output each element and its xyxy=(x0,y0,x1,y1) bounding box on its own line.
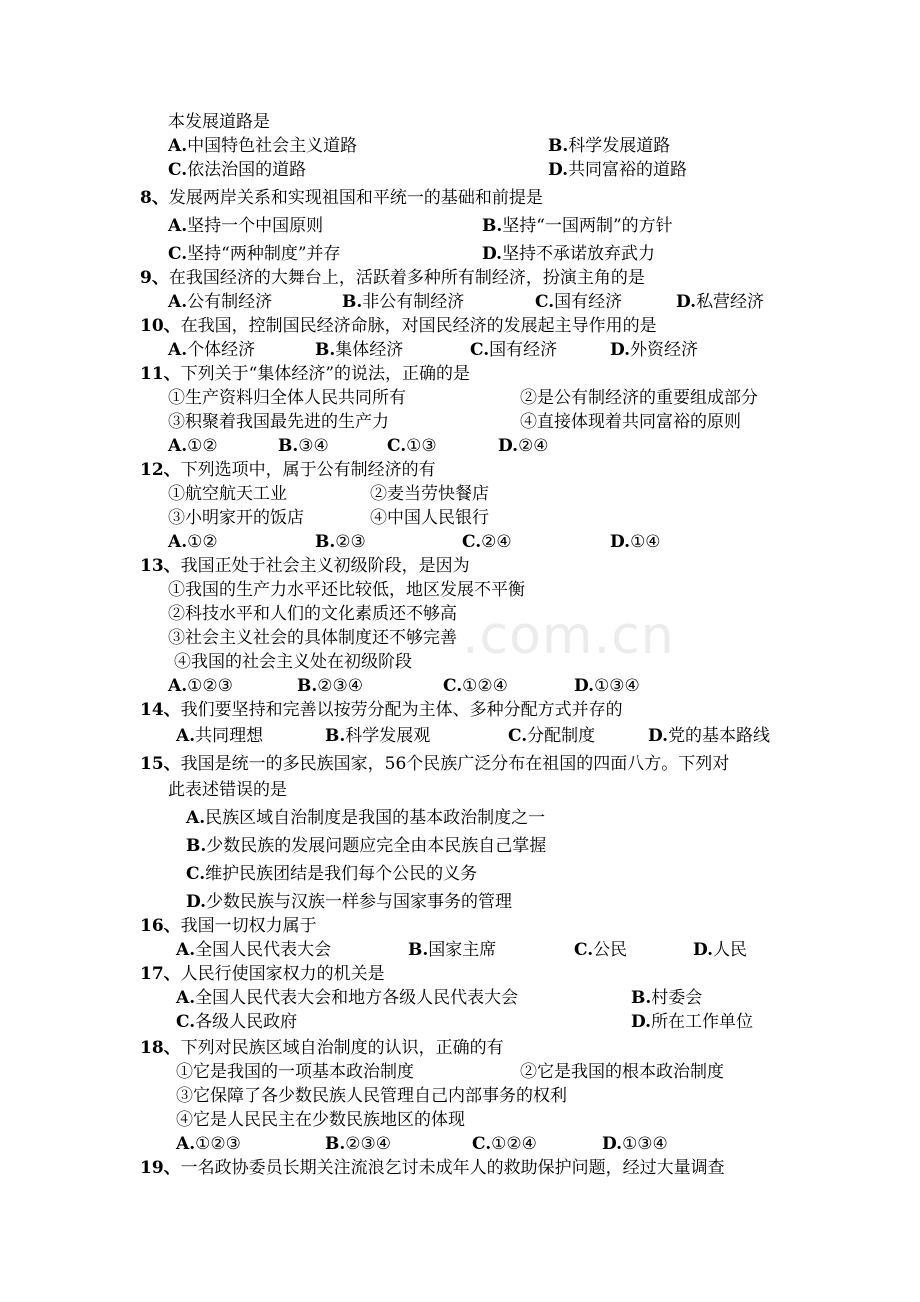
question-number: 13、 xyxy=(140,556,181,576)
option-text: 国有经济 xyxy=(554,292,623,312)
question-number: 11、 xyxy=(140,364,181,384)
text-line xyxy=(140,362,470,386)
option-label: B. xyxy=(186,836,207,856)
text-line xyxy=(648,724,770,748)
option-label: A. xyxy=(168,676,188,696)
option-text: ①③ xyxy=(406,436,437,456)
text-line xyxy=(610,338,698,362)
question-text: 在我国经济的大舞台上，活跃着多种所有制经济，扮演主角的是 xyxy=(168,268,645,288)
option-text: 非公有制经济 xyxy=(362,292,465,312)
option-text: ②③④ xyxy=(345,1134,392,1154)
text-line: ③社会主义社会的具体制度还不够完善 xyxy=(168,628,457,648)
option-label: A. xyxy=(168,292,188,312)
text-line xyxy=(482,242,655,266)
option-label: D. xyxy=(610,532,631,552)
text-line: ②麦当劳快餐店 xyxy=(370,484,489,504)
text-line xyxy=(176,724,263,748)
option-label: C. xyxy=(387,436,407,456)
option-label: C. xyxy=(168,244,188,264)
option-text: ①②④ xyxy=(491,1134,537,1154)
option-label: C. xyxy=(472,1134,492,1154)
text-line xyxy=(297,674,363,698)
option-text: ①② xyxy=(187,436,218,456)
text-line: ②是公有制经济的重要组成部分 xyxy=(520,388,758,408)
text-line xyxy=(140,698,623,722)
text-line xyxy=(140,186,543,210)
text-line xyxy=(140,1156,725,1180)
text-line: ④它是人民民主在少数民族地区的体现 xyxy=(176,1110,465,1130)
option-label: D. xyxy=(498,436,519,456)
option-label: C. xyxy=(535,292,555,312)
text-line xyxy=(610,530,661,554)
option-label: D. xyxy=(574,676,595,696)
question-number: 16、 xyxy=(140,916,181,936)
text-line xyxy=(342,290,464,314)
option-label: D. xyxy=(186,892,207,912)
option-text: 所在工作单位 xyxy=(651,1012,754,1032)
option-text: 共同理想 xyxy=(195,726,264,746)
option-text: ①②④ xyxy=(462,676,508,696)
text-line xyxy=(602,1132,668,1156)
text-line xyxy=(631,1010,753,1034)
option-text: ①④ xyxy=(630,532,661,552)
text-line xyxy=(462,530,512,554)
option-text: ②④ xyxy=(481,532,512,552)
text-line xyxy=(140,314,657,338)
option-label: D. xyxy=(631,1012,652,1032)
option-label: A. xyxy=(168,436,188,456)
option-text: ①③④ xyxy=(594,676,640,696)
text-line xyxy=(315,338,403,362)
text-line xyxy=(176,1010,297,1034)
text-line xyxy=(574,674,640,698)
question-text: 人民行使国家权力的机关是 xyxy=(180,964,385,984)
text-line xyxy=(186,834,546,858)
watermark: .com.cn xyxy=(462,606,675,666)
option-label: A. xyxy=(176,940,196,960)
option-text: 全国人民代表大会 xyxy=(195,940,332,960)
text-line: 此表述错误的是 xyxy=(168,780,287,800)
option-label: C. xyxy=(443,676,463,696)
text-line: ①航空航天工业 xyxy=(168,484,287,504)
text-line xyxy=(140,914,317,938)
option-text: 分配制度 xyxy=(527,726,596,746)
option-label: A. xyxy=(186,808,206,828)
option-label: A. xyxy=(176,988,196,1008)
option-text: 坚持“一国两制”的方针 xyxy=(502,216,673,236)
option-label: D. xyxy=(648,726,669,746)
text-line xyxy=(508,724,595,748)
option-label: B. xyxy=(325,726,346,746)
text-line xyxy=(168,134,357,158)
question-text: 在我国，控制国民经济命脉，对国民经济的发展起主导作用的是 xyxy=(180,316,657,336)
question-text: 发展两岸关系和实现祖国和平统一的基础和前提是 xyxy=(168,188,543,208)
text-line: ③小明家开的饭店 xyxy=(168,508,304,528)
option-label: C. xyxy=(508,726,528,746)
option-text: 各级人民政府 xyxy=(195,1012,298,1032)
option-text: ①② xyxy=(187,532,218,552)
option-text: 集体经济 xyxy=(335,340,404,360)
text-line xyxy=(693,938,747,962)
text-line xyxy=(176,938,331,962)
text-line xyxy=(176,986,518,1010)
text-line xyxy=(168,290,272,314)
option-text: 党的基本路线 xyxy=(668,726,771,746)
text-line xyxy=(140,1036,504,1060)
option-label: C. xyxy=(462,532,482,552)
option-text: ①②③ xyxy=(187,676,233,696)
text-line xyxy=(443,674,508,698)
text-line xyxy=(186,862,477,886)
question-number: 9、 xyxy=(140,268,169,288)
text-line xyxy=(278,434,329,458)
question-number: 19、 xyxy=(140,1158,181,1178)
option-label: C. xyxy=(176,1012,196,1032)
text-line: ②科技水平和人们的文化素质还不够高 xyxy=(168,604,457,624)
question-text: 我国一切权力属于 xyxy=(180,916,317,936)
option-text: 共同富裕的道路 xyxy=(568,160,688,180)
question-text: 下列关于“集体经济”的说法，正确的是 xyxy=(180,364,471,384)
question-text: 下列选项中，属于公有制经济的有 xyxy=(180,460,436,480)
option-text: 外资经济 xyxy=(630,340,699,360)
text-line xyxy=(168,434,218,458)
text-line xyxy=(548,158,687,182)
option-text: ①③④ xyxy=(622,1134,668,1154)
option-text: 公民 xyxy=(593,940,628,960)
option-text: 依法治国的道路 xyxy=(187,160,307,180)
option-label: A. xyxy=(168,216,188,236)
option-label: B. xyxy=(315,340,336,360)
text-line: ①我国的生产力水平还比较低，地区发展不平衡 xyxy=(168,580,525,600)
option-text: 人民 xyxy=(713,940,748,960)
question-number: 12、 xyxy=(140,460,181,480)
question-number: 18、 xyxy=(140,1038,181,1058)
text-line xyxy=(168,242,341,266)
text-line xyxy=(325,724,430,748)
text-line xyxy=(472,1132,537,1156)
option-label: B. xyxy=(342,292,363,312)
text-line xyxy=(140,554,470,578)
option-text: 民族区域自治制度是我国的基本政治制度之一 xyxy=(205,808,546,828)
text-line xyxy=(408,938,496,962)
text-line xyxy=(631,986,702,1010)
option-text: 私营经济 xyxy=(696,292,765,312)
option-label: A. xyxy=(168,136,188,156)
option-text: 坚持“两种制度”并存 xyxy=(187,244,341,264)
option-label: B. xyxy=(408,940,429,960)
text-line xyxy=(140,962,385,986)
text-line xyxy=(186,806,545,830)
option-label: B. xyxy=(325,1134,346,1154)
text-line xyxy=(482,214,673,238)
option-label: C. xyxy=(574,940,594,960)
text-line xyxy=(498,434,549,458)
option-text: 村委会 xyxy=(651,988,703,1008)
option-label: D. xyxy=(676,292,697,312)
option-label: C. xyxy=(186,864,206,884)
text-line xyxy=(168,674,233,698)
option-text: 坚持不承诺放弃武力 xyxy=(502,244,656,264)
option-text: 少数民族的发展问题应完全由本民族自己掌握 xyxy=(206,836,547,856)
option-text: 国家主席 xyxy=(428,940,497,960)
option-text: 科学发展道路 xyxy=(568,136,671,156)
option-text: 科学发展观 xyxy=(345,726,431,746)
question-text: 我国正处于社会主义初级阶段，是因为 xyxy=(180,556,470,576)
option-label: A. xyxy=(168,340,188,360)
question-number: 8、 xyxy=(140,188,169,208)
text-line: ②它是我国的根本政治制度 xyxy=(520,1062,724,1082)
question-number: 17、 xyxy=(140,964,181,984)
option-label: A. xyxy=(176,726,196,746)
option-label: B. xyxy=(315,532,336,552)
option-label: D. xyxy=(602,1134,623,1154)
question-number: 10、 xyxy=(140,316,181,336)
question-text: 我国是统一的多民族国家，56个民族广泛分布在祖国的四面八方。下列对 xyxy=(180,754,730,774)
text-line: 本发展道路是 xyxy=(168,112,270,132)
text-line: ③它保障了各少数民族人民管理自己内部事务的权利 xyxy=(176,1086,567,1106)
text-line xyxy=(168,530,218,554)
option-label: A. xyxy=(176,1134,196,1154)
option-text: 个体经济 xyxy=(187,340,256,360)
option-text: ②④ xyxy=(518,436,549,456)
option-text: 国有经济 xyxy=(489,340,558,360)
option-text: ②③ xyxy=(335,532,366,552)
text-line: ③积聚着我国最先进的生产力 xyxy=(168,412,389,432)
option-label: B. xyxy=(297,676,318,696)
option-label: D. xyxy=(548,160,569,180)
option-text: 维护民族团结是我们每个公民的义务 xyxy=(205,864,478,884)
text-line xyxy=(186,890,512,914)
option-text: 全国人民代表大会和地方各级人民代表大会 xyxy=(195,988,519,1008)
option-text: ③④ xyxy=(298,436,329,456)
option-text: ①②③ xyxy=(195,1134,241,1154)
text-line xyxy=(168,338,255,362)
option-label: B. xyxy=(278,436,299,456)
option-text: 公有制经济 xyxy=(187,292,273,312)
text-line xyxy=(168,158,306,182)
question-text: 我们要坚持和完善以按劳分配为主体、多种分配方式并存的 xyxy=(180,700,623,720)
text-line xyxy=(315,530,366,554)
option-text: 坚持一个中国原则 xyxy=(187,216,324,236)
option-label: D. xyxy=(693,940,714,960)
text-line: ④我国的社会主义处在初级阶段 xyxy=(174,652,412,672)
text-line: ④直接体现着共同富裕的原则 xyxy=(520,412,741,432)
text-line xyxy=(176,1132,241,1156)
text-line xyxy=(574,938,627,962)
option-text: ②③④ xyxy=(317,676,364,696)
question-text: 下列对民族区域自治制度的认识，正确的有 xyxy=(180,1038,504,1058)
option-text: 少数民族与汉族一样参与国家事务的管理 xyxy=(206,892,513,912)
text-line xyxy=(140,266,645,290)
text-line xyxy=(168,214,323,238)
option-text: 中国特色社会主义道路 xyxy=(187,136,358,156)
text-line xyxy=(470,338,557,362)
question-number: 15、 xyxy=(140,754,181,774)
option-label: C. xyxy=(470,340,490,360)
option-label: B. xyxy=(631,988,652,1008)
question-text: 一名政协委员长期关注流浪乞讨未成年人的救助保护问题，经过大量调查 xyxy=(180,1158,725,1178)
text-line xyxy=(548,134,670,158)
text-line xyxy=(676,290,764,314)
text-line xyxy=(140,458,436,482)
option-label: B. xyxy=(482,216,503,236)
text-line xyxy=(140,752,729,776)
option-label: A. xyxy=(168,532,188,552)
text-line xyxy=(325,1132,391,1156)
text-line: ①它是我国的一项基本政治制度 xyxy=(176,1062,414,1082)
option-label: B. xyxy=(548,136,569,156)
text-line xyxy=(387,434,437,458)
option-label: C. xyxy=(168,160,188,180)
text-line: ①生产资料归全体人民共同所有 xyxy=(168,388,406,408)
question-number: 14、 xyxy=(140,700,181,720)
option-label: D. xyxy=(482,244,503,264)
text-line: ④中国人民银行 xyxy=(370,508,489,528)
text-line xyxy=(535,290,622,314)
option-label: D. xyxy=(610,340,631,360)
